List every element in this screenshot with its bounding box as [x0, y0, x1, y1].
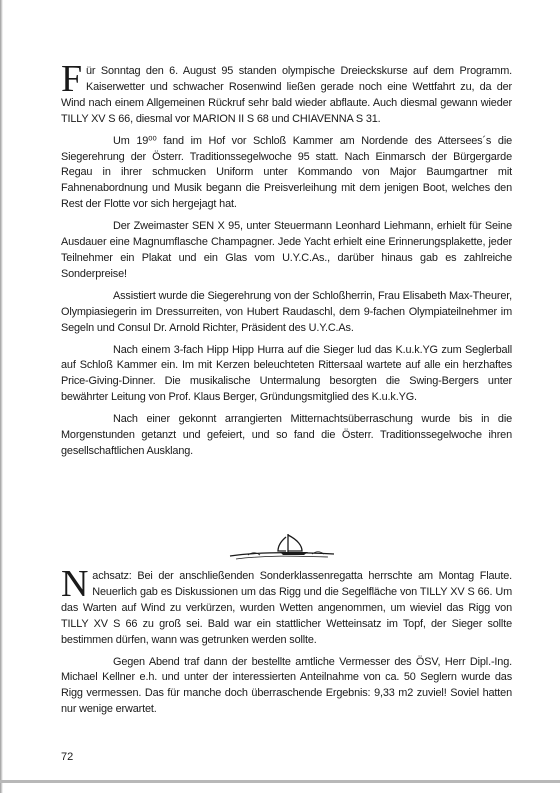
paragraph-2: Um 19⁰⁰ fand im Hof vor Schloß Kammer am Nordende des Attersees´s die Siegerehrung der Österr. Traditionssegelwoche 95 statt. Nach Einmarsch der Bürgergarde Regau in ihrer schmucken Uniform unter Kommando von Major Baumgartner mit Fahnenabordnung und Musik begann die Preisverleihung mit dem jenigen Boot, welches den Rest der Flotte vor sich hergejagt hat.	[61, 134, 512, 211]
sailboat-ornament-icon	[228, 530, 336, 562]
paragraph-postscript	[61, 563, 512, 649]
page-edge-shadow	[0, 0, 3, 793]
paragraph-4: Assistiert wurde die Siegerehrung von der Schloßherrin, Frau Elisabeth Max-Theurer, Olympiasiegerin im Dressurreiten, von Hubert Raudaschl, dem 9-fachen Olympiateilnehmer im Segeln und Consul Dr. Arnold Richter, Präsident des U.Y.C.As.	[61, 289, 512, 334]
drop-cap: N	[61, 563, 89, 605]
paragraph-text: achsatz: Bei der anschließenden Sonderklassenregatta herrschte am Montag Flaute. Neuerlich gab es Diskussionen um das Rigg und die Segelfläche von TILLY XV S 66. Um das Warten auf Wind zu verkürzen, wurden Wetten angenommen, um wieviel das Rigg von TILLY XV S 66 zu groß sei. Bald war ein stattlicher Wetteinsatz im Topf, der Sieger sollte bestimmen dürfen, wann was getrunken werden sollte.	[61, 570, 512, 646]
text-block-postscript	[61, 563, 512, 724]
drop-cap: F	[61, 58, 82, 100]
page-bottom-edge	[0, 780, 560, 783]
paragraph-5: Nach einem 3-fach Hipp Hipp Hurra auf die Sieger lud das K.u.k.YG zum Seglerball auf Schloß Kammer ein. Im mit Kerzen beleuchteten Rittersaal wartete auf alle ein herzhaftes Price-Giving-Dinner. Die musikalische Untermalung besorgten die Swing-Bergers unter bewährter Leitung von Prof. Klaus Berger, Gründungsmitglied des K.u.k.YG.	[61, 343, 512, 404]
paragraph-1	[61, 58, 512, 128]
paragraph-6: Nach einer gekonnt arrangierten Mitternachtsüberraschung wurde bis in die Morgenstunden getanzt und gefeiert, und so fand die Österr. Traditionssegelwoche ihren gesellschaftlichen Ausklang.	[61, 413, 512, 457]
paragraph-3: Der Zweimaster SEN X 95, unter Steuermann Leonhard Liehmann, erhielt für Seine Ausdauer eine Magnumflasche Champagner. Jede Yacht erhielt eine Erinnerungsplakette, jeder Teilnehmer ein Plakat und ein Glas vom U.Y.C.As., darüber hinaus gab es zahlreiche Sonderpreise!	[61, 220, 512, 280]
paragraph-text: ür Sonntag den 6. August 95 standen olympische Dreieckskurse auf dem Programm. Kaiserwetter und schwacher Rosenwind ließen gerade noch eine Wettfahrt zu, da der Wind nach einem Allgemeinen Rückruf sehr bald wieder abflaute. Auch diesmal gewann wieder TILLY XV S 66, diesmal vor MARION II S 68 und CHIAVENNA S 31.	[61, 65, 512, 125]
text-block-main	[61, 58, 512, 466]
paragraph-final: Gegen Abend traf dann der bestellte amtliche Vermesser des ÖSV, Herr Dipl.-Ing. Michael Kellner e.h. und unter der interessierten Anteilnahme von ca. 50 Seglern wurde das Rigg vermessen. Das für manche doch überraschende Ergebnis: 9,33 m2 zuviel! Soviel hatten nur wenige erwartet.	[61, 655, 512, 716]
page-number: 72	[61, 751, 74, 763]
